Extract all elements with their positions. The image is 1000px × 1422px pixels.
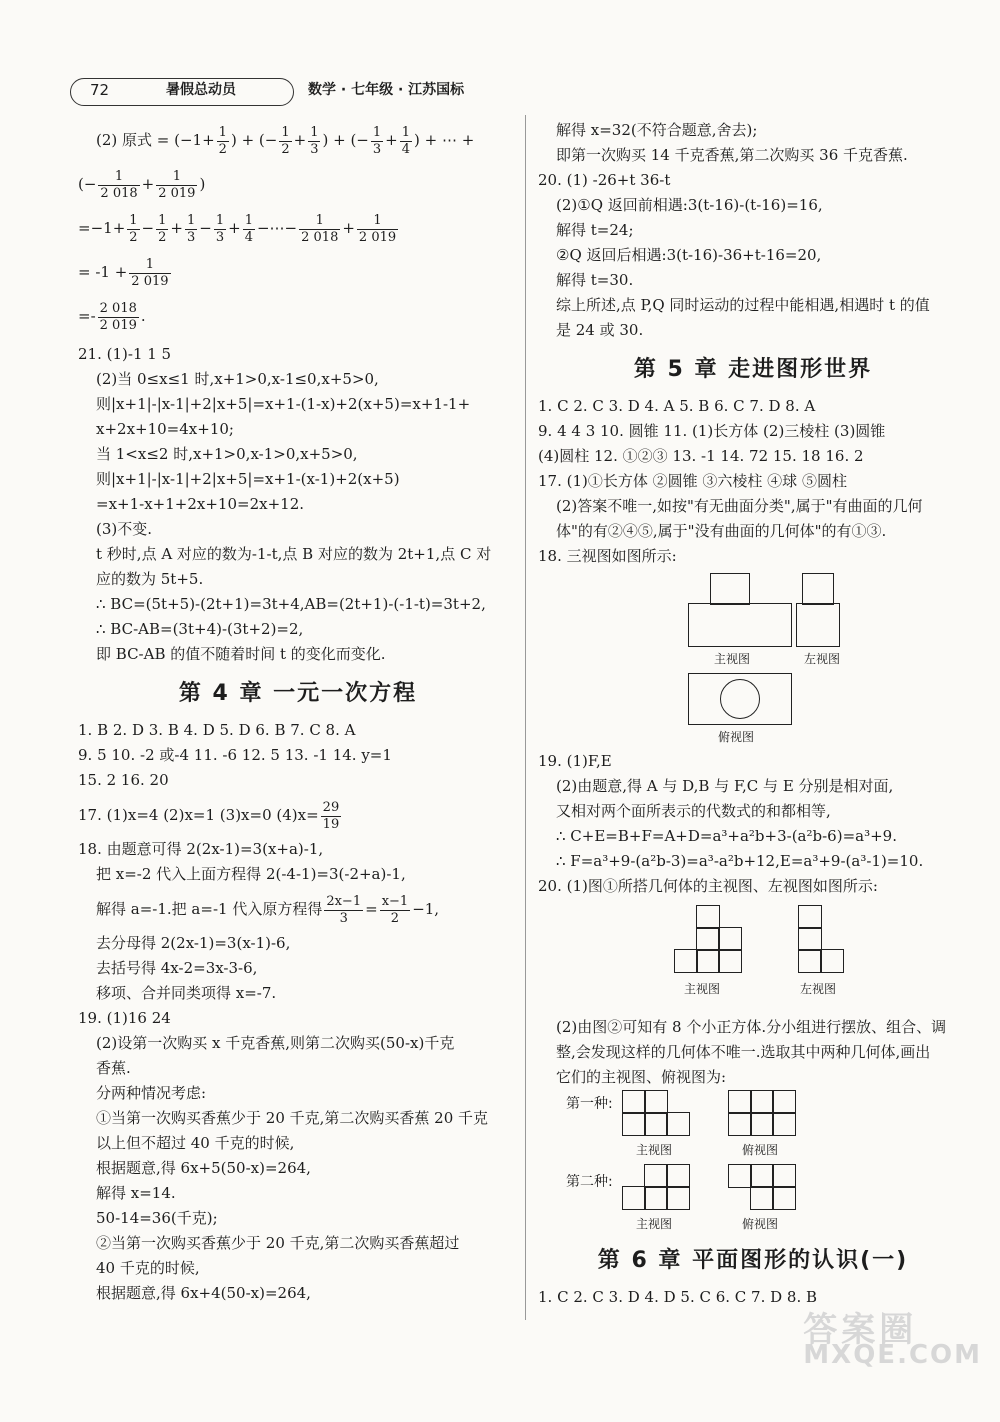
- front-view-top-block: [710, 573, 750, 605]
- q18-line: 去分母得 2(2x-1)=3(x-1)-6,: [96, 934, 291, 952]
- q20-views-figure: [538, 905, 968, 1015]
- front-view-caption: 主视图: [684, 982, 721, 996]
- top-view-circle: [720, 679, 760, 719]
- watermark-url: MXQE.COM: [803, 1340, 982, 1370]
- grid-cell: [798, 927, 822, 951]
- q20-2-line: 整,会发现这样的几何体不唯一.选取其中两种几何体,画出: [556, 1043, 931, 1061]
- page-header: [70, 78, 530, 108]
- grid-cell: [666, 1112, 690, 1136]
- ch4-answer-line: 9. 5 10. -2 或-4 11. -6 12. 5 13. -1 14. y=1: [78, 746, 392, 764]
- q20-line: 综上所述,点 P,Q 同时运动的过程中能相遇,相遇时 t 的值: [556, 296, 930, 314]
- grid-cell: [644, 1164, 668, 1188]
- grid-cell: [798, 949, 822, 973]
- book-subtitle: 数学 · 七年级 · 江苏国标: [308, 82, 465, 98]
- q20-2-line5: =- $\frac{2 018}{2 019}$ .: [78, 300, 146, 333]
- page-number: 72: [90, 81, 110, 99]
- q21-line: 即 BC-AB 的值不随着时间 t 的变化而变化.: [96, 645, 386, 663]
- ch5-answer-line: (4)圆柱 12. ①②③ 13. -1 14. 72 15. 18 16. 2: [538, 447, 864, 465]
- grid-cell: [644, 1112, 668, 1136]
- grid-cell: [644, 1186, 668, 1210]
- ch4-answer-line: 1. B 2. D 3. B 4. D 5. D 6. B 7. C 8. A: [78, 721, 356, 739]
- three-views-figure: [538, 573, 968, 745]
- q21-line: x+2x+10=4x+10;: [96, 420, 234, 438]
- q19-line: 以上但不超过 40 千克的时候,: [96, 1134, 295, 1152]
- q19-line: 根据题意,得 6x+4(50-x)=264,: [96, 1284, 311, 1302]
- q19-5-line: 又相对两个面所表示的代数式的和都相等,: [556, 802, 831, 820]
- q21-line: 21. (1)-1 1 5: [78, 345, 172, 363]
- q19-5-line: ∴ F=a³+9-(a²b-3)=a³-a²b+12,E=a³+9-(a³-1)=10.: [556, 852, 924, 870]
- grid-cell: [772, 1186, 796, 1210]
- ch5-answer-line: 17. (1)①长方体 ②圆锥 ③六棱柱 ④球 ⑤圆柱: [538, 472, 847, 490]
- grid-cell: [772, 1164, 796, 1188]
- grid-cell: [728, 1090, 752, 1114]
- q20-line: 解得 t=24;: [556, 221, 634, 239]
- first-kind-label: 第一种:: [566, 1096, 613, 1112]
- watermark-text: 答案圈: [803, 1310, 918, 1350]
- q21-line: =x+1-x+1+2x+10=2x+12.: [96, 495, 305, 513]
- chapter6-title: 第 6 章 平面图形的认识(一): [597, 1248, 909, 1273]
- grid-cell: [728, 1112, 752, 1136]
- front-view-caption: 主视图: [636, 1143, 673, 1157]
- q19-5-line: (2)由题意,得 A 与 D,B 与 F,C 与 E 分别是相对面,: [556, 777, 894, 795]
- grid-cell: [798, 905, 822, 929]
- q19-line: ②当第一次购买香蕉少于 20 千克,第二次购买香蕉超过: [96, 1234, 460, 1252]
- ch5-answer-line: 18. 三视图如图所示:: [538, 547, 677, 565]
- top-view-caption: 俯视图: [742, 1143, 779, 1157]
- grid-cell: [674, 949, 698, 973]
- grid-cell: [622, 1090, 646, 1114]
- q19-cont-line: 即第一次购买 14 千克香蕉,第二次购买 36 千克香蕉.: [556, 146, 908, 164]
- chapter4-title: 第 4 章 一元一次方程: [178, 681, 418, 706]
- q19-line: 分两种情况考虑:: [96, 1084, 207, 1102]
- top-view-caption: 俯视图: [718, 730, 755, 744]
- two-kinds-figure: [538, 1090, 968, 1242]
- grid-cell: [696, 927, 720, 951]
- left-view-base-block: [796, 603, 840, 647]
- q21-block: [78, 342, 518, 667]
- q18-line: 去括号得 4x-2=3x-3-6,: [96, 959, 258, 977]
- q20-line: 解得 t=30.: [556, 271, 634, 289]
- q19-line: 40 千克的时候,: [96, 1259, 200, 1277]
- q20-2-line2: (− $\frac{1}{2 018}$ + $\frac{1}{2 019}$ ): [78, 168, 206, 201]
- left-view-top-block: [802, 573, 834, 605]
- q18-line: 把 x=-2 代入上面方程得 2(-4-1)=3(-2+a)-1,: [96, 865, 406, 883]
- q21-line: (2)当 0≤x≤1 时,x+1>0,x-1≤0,x+5>0,: [96, 370, 379, 388]
- left-view-caption: 左视图: [804, 652, 841, 666]
- q19-line: ①当第一次购买香蕉少于 20 千克,第二次购买香蕉 20 千克: [96, 1109, 489, 1127]
- q19-line: 50-14=36(千克);: [96, 1209, 218, 1227]
- q19-line: 香蕉.: [96, 1059, 131, 1077]
- q20-line: (2)①Q 返回前相遇:3(t-16)-(t-16)=16,: [556, 196, 823, 214]
- grid-cell: [622, 1112, 646, 1136]
- left-view-caption: 左视图: [800, 982, 837, 996]
- ch6-answer-line: 1. C 2. C 3. D 4. D 5. C 6. C 7. D 8. B: [538, 1288, 818, 1306]
- q20-line: 是 24 或 30.: [556, 321, 644, 339]
- second-kind-label: 第二种:: [566, 1174, 613, 1190]
- book-title: 暑假总动员: [166, 82, 236, 98]
- front-view-caption: 主视图: [714, 652, 751, 666]
- grid-cell: [750, 1090, 774, 1114]
- front-view-base-block: [688, 603, 792, 647]
- q20-line: ②Q 返回后相遇:3(t-16)-36+t-16=20,: [556, 246, 822, 264]
- q21-line: 当 1<x≤2 时,x+1>0,x-1>0,x+5>0,: [96, 445, 358, 463]
- grid-cell: [644, 1090, 668, 1114]
- q20-2-line3: =−1+ $\frac{1}{2}$ − $\frac{1}{2}$ + $\frac{1}{3}$ − $\frac{1}{3}$ + $\frac{1}{4}$ −⋯− $\frac{1}{2 018}$ + $\frac{1}{2 019}$: [78, 212, 397, 245]
- q21-line: ∴ BC=(5t+5)-(2t+1)=3t+4,AB=(2t+1)-(-1-t)=3t+2,: [96, 595, 486, 613]
- grid-cell: [666, 1164, 690, 1188]
- grid-cell: [718, 927, 742, 951]
- q21-line: 则|x+1|-|x-1|+2|x+5|=x+1-(1-x)+2(x+5)=x+1-1+: [96, 395, 471, 413]
- q21-line: (3)不变.: [96, 520, 153, 538]
- grid-cell: [718, 949, 742, 973]
- ch5-answer-line: 体"的有②④⑤,属于"没有曲面的几何体"的有①③.: [556, 522, 887, 540]
- q20-2-line4: = -1 + $\frac{1}{2 019}$: [78, 256, 169, 289]
- q21-line: t 秒时,点 A 对应的数为-1-t,点 B 对应的数为 2t+1,点 C 对: [96, 545, 492, 563]
- q20-5-line: 20. (1)图①所搭几何体的主视图、左视图如图所示:: [538, 877, 878, 895]
- q19-5-line: ∴ C+E=B+F=A+D=a³+a²b+3-(a²b-6)=a³+9.: [556, 827, 897, 845]
- q20-2-line: 它们的主视图、俯视图为:: [556, 1068, 727, 1086]
- q21-line: 应的数为 5t+5.: [96, 570, 204, 588]
- q20-2-line: (2)由图②可知有 8 个小正方体.分小组进行摆放、组合、调: [556, 1018, 947, 1036]
- grid-cell: [820, 949, 844, 973]
- ch5-answer-line: (2)答案不唯一,如按"有无曲面分类",属于"有曲面的几何: [556, 497, 923, 515]
- grid-cell: [750, 1186, 774, 1210]
- grid-cell: [622, 1186, 646, 1210]
- watermark: [803, 1310, 982, 1370]
- grid-cell: [666, 1186, 690, 1210]
- q18-line: 移项、合并同类项得 x=-7.: [96, 984, 277, 1002]
- q19-line: 19. (1)16 24: [78, 1009, 171, 1027]
- q20-2-line1: (2) 原式 = (−1+ $\frac{1}{2}$ ) + (− $\frac{1}{2}$ + $\frac{1}{3}$ ) + (− $\frac{1}{3}$ + $\frac{1}{4}$ ) + ⋯ +: [96, 124, 475, 157]
- q19-line: 根据题意,得 6x+5(50-x)=264,: [96, 1159, 311, 1177]
- front-view-caption: 主视图: [636, 1217, 673, 1231]
- grid-cell: [750, 1164, 774, 1188]
- q21-line: ∴ BC-AB=(3t+4)-(3t+2)=2,: [96, 620, 304, 638]
- chapter5-title: 第 5 章 走进图形世界: [633, 357, 873, 382]
- grid-cell: [696, 905, 720, 929]
- ch4-answer-line: 15. 2 16. 20: [78, 771, 169, 789]
- grid-cell: [772, 1112, 796, 1136]
- ch5-answer-line: 1. C 2. C 3. D 4. A 5. B 6. C 7. D 8. A: [538, 397, 816, 415]
- grid-cell: [750, 1112, 774, 1136]
- q17-line: 17. (1)x=4 (2)x=1 (3)x=0 (4)x= $\frac{29}{19}$: [78, 799, 340, 832]
- q20-line: 20. (1) -26+t 36-t: [538, 171, 671, 189]
- q18-line: 解得 a=-1.把 a=-1 代入原方程得 $\frac{2x-1}{3}$ = $\frac{x-1}{2}$ −1,: [96, 893, 440, 926]
- grid-cell: [696, 949, 720, 973]
- top-view-caption: 俯视图: [742, 1217, 779, 1231]
- right-column: [538, 118, 968, 1310]
- q19-line: 解得 x=14.: [96, 1184, 176, 1202]
- ch5-answer-line: 9. 4 4 3 10. 圆锥 11. (1)长方体 (2)三棱柱 (3)圆锥: [538, 422, 886, 440]
- left-column: [78, 118, 518, 1306]
- q21-line: 则|x+1|-|x-1|+2|x+5|=x+1-(x-1)+2(x+5): [96, 470, 400, 488]
- grid-cell: [728, 1164, 752, 1188]
- q19-line: (2)设第一次购买 x 千克香蕉,则第二次购买(50-x)千克: [96, 1034, 455, 1052]
- grid-cell: [772, 1090, 796, 1114]
- column-divider: [525, 115, 526, 1320]
- q18-line: 18. 由题意可得 2(2x-1)=3(x+a)-1,: [78, 840, 324, 858]
- q19-5-line: 19. (1)F,E: [538, 752, 612, 770]
- q19-cont-line: 解得 x=32(不符合题意,舍去);: [556, 121, 758, 139]
